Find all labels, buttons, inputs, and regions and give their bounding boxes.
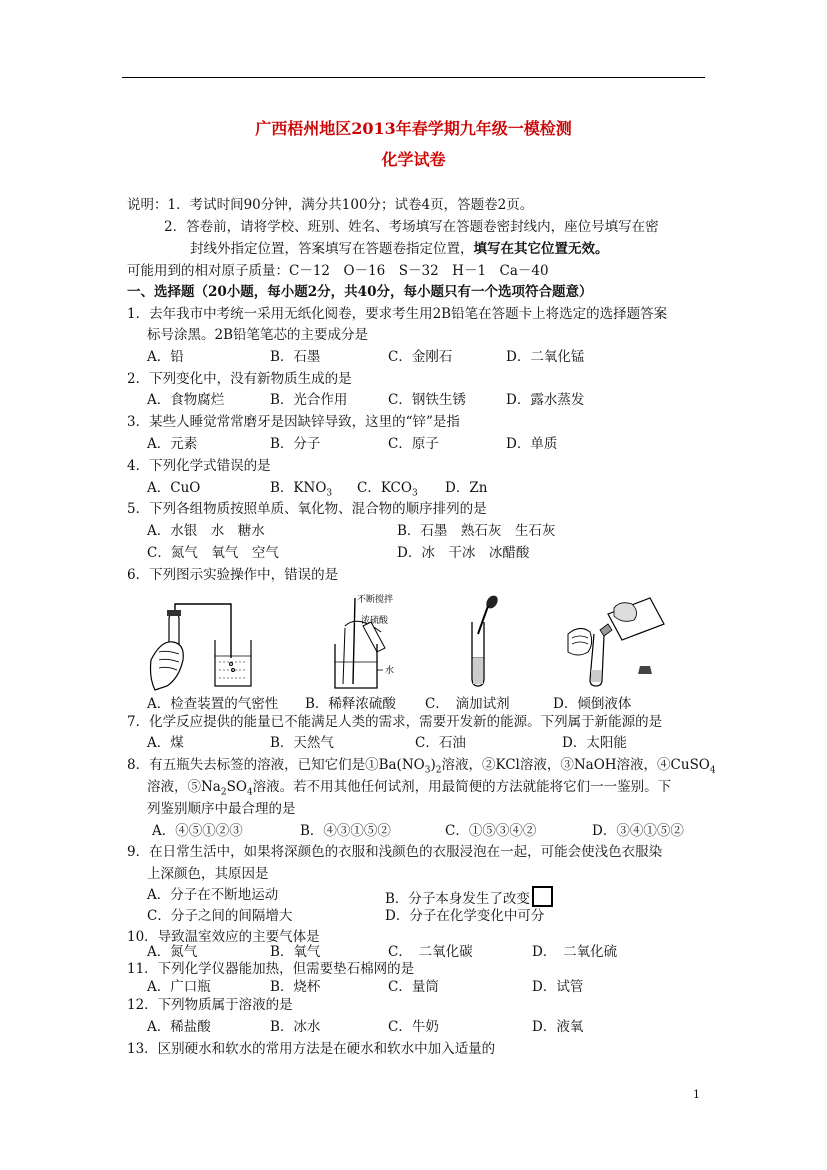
q12-option-a: A．稀盐酸 (147, 1019, 211, 1035)
q6-option-b: B．稀释浓硫酸 (305, 696, 396, 712)
q8-sub-5: 4 (246, 787, 253, 798)
q1-option-b: B．石墨 (270, 349, 321, 365)
q12-option-d: D．液氧 (532, 1019, 584, 1035)
q7-stem: 7．化学反应提供的能量已不能满足人类的需求，需要开发新的能源。下列属于新能源的是 (127, 714, 663, 730)
q4-option-c-sub: 3 (411, 488, 418, 499)
q7-option-c: C．石油 (415, 735, 466, 751)
q9-stem-2: 上深颜色，其原因是 (147, 866, 269, 882)
q8-text-2: ) (430, 757, 436, 773)
figure-dilute-sulfuric-acid (327, 592, 422, 692)
q5-option-b: B．石墨 熟石灰 生石灰 (397, 523, 556, 539)
note-2: 2．答卷前，请将学校、班别、姓名、考场填写在答题卷密封线内，座位号填写在密 (164, 219, 659, 235)
figure-airtightness-check (145, 600, 260, 692)
q3-stem: 3．某些人睡觉常常磨牙是因缺锌导致，这里的“锌”是指 (127, 414, 460, 430)
note-1: 说明：1．考试时间90分钟，满分共100分；试卷4页，答题卷2页。 (127, 197, 534, 213)
q11-option-c: C．量筒 (388, 979, 439, 995)
q8-stem-1 (127, 756, 716, 780)
q8-text-3: 溶液，②KCl溶液，③NaOH溶液，④CuSO (441, 757, 710, 773)
header-rule (122, 77, 705, 78)
note-3-text: 封线外指定位置，答案填写在答题卷指定位置， (190, 241, 474, 257)
q3-option-c: C．原子 (388, 436, 439, 452)
q3-option-d: D．单质 (506, 436, 558, 452)
exam-title: 广西梧州地区2013年春学期九年级一模检测 (255, 119, 572, 138)
q10-option-d: D． 二氧化硫 (532, 944, 618, 960)
q9-option-b (385, 886, 553, 908)
q8-sub-4: 2 (220, 787, 227, 798)
q8-option-d: D．③④①⑤② (592, 823, 684, 839)
q6-stem: 6．下列图示实验操作中，错误的是 (127, 567, 339, 583)
q11-option-a: A．广口瓶 (147, 979, 211, 995)
q10-option-b: B．氧气 (270, 944, 321, 960)
note-3 (190, 240, 609, 258)
q8-text-1: 8．有五瓶失去标签的溶液，已知它们是①Ba(NO (127, 757, 425, 773)
q6-option-c: C． 滴加试剂 (425, 696, 510, 712)
q12-option-c: C．牛奶 (388, 1019, 439, 1035)
q8-text-5: SO (226, 779, 247, 795)
q1-option-c: C．金刚石 (388, 349, 453, 365)
label-water: 水 (385, 665, 395, 675)
q3-option-b: B．分子 (270, 436, 321, 452)
q4-option-b-sub: 3 (326, 488, 333, 499)
q8-option-b: B．④③①⑤② (300, 823, 391, 839)
q8-sub-1: 3 (424, 765, 431, 776)
q8-sub-2: 2 (435, 765, 442, 776)
q11-option-b: B．烧杯 (270, 979, 321, 995)
q1-option-d: D．二氧化锰 (506, 349, 585, 365)
q4-option-b-text: B．KNO (270, 480, 327, 496)
q10-option-c: C． 二氧化碳 (388, 944, 473, 960)
q9-stem-1: 9．在日常生活中，如果将深颜色的衣服和浅颜色的衣服浸泡在一起，可能会使浅色衣服染 (127, 844, 663, 860)
q5-option-c: C．氮气 氧气 空气 (147, 545, 279, 561)
q2-option-d: D．露水蒸发 (506, 392, 585, 408)
page-number: 1 (693, 1088, 700, 1101)
q2-option-c: C．钢铁生锈 (388, 392, 466, 408)
q11-option-d: D．试管 (532, 979, 584, 995)
q4-option-a: A．CuO (147, 480, 201, 496)
atomic-masses: 可能用到的相对原子质量：C－12 O－16 S－32 H－1 Ca－40 (127, 263, 549, 279)
q8-option-c: C．①⑤③④② (445, 823, 537, 839)
q5-stem: 5．下列各组物质按照单质、氧化物、混合物的顺序排列的是 (127, 501, 487, 517)
q9-option-d: D．分子在化学变化中可分 (385, 908, 545, 924)
q8-stem-3: 列鉴别顺序中最合理的是 (147, 801, 296, 817)
q9-option-c: C．分子之间的间隔增大 (147, 908, 293, 924)
q8-sub-3: 4 (709, 765, 716, 776)
q4-option-d: D．Zn (445, 480, 488, 496)
note-3-bold: 填写在其它位置无效。 (473, 241, 609, 257)
q7-option-b: B．天然气 (270, 735, 334, 751)
section-heading: 一、选择题（20小题，每小题2分，共40分，每小题只有一个选项符合题意） (127, 284, 593, 300)
figure-pouring-liquid (560, 594, 670, 690)
q1-option-a: A．铅 (147, 349, 184, 365)
q2-stem: 2．下列变化中，没有新物质生成的是 (127, 371, 352, 387)
q7-option-d: D．太阳能 (562, 735, 627, 751)
q2-option-a: A．食物腐烂 (147, 392, 225, 408)
label-stir: 不断搅拌 (357, 594, 394, 604)
q11-stem: 11．下列化学仪器能加热，但需要垫石棉网的是 (127, 961, 415, 977)
q1-stem-1: 1．去年我市中考统一采用无纸化阅卷，要求考生用2B铅笔在答题卡上将选定的选择题答案 (127, 306, 668, 322)
q10-stem: 10．导致温室效应的主要气体是 (127, 929, 320, 945)
q8-stem-2 (147, 778, 671, 802)
q8-option-a: A．④⑤①②③ (152, 823, 243, 839)
q12-stem: 12．下列物质属于溶液的是 (127, 997, 293, 1013)
q3-option-a: A．元素 (147, 436, 198, 452)
q4-option-c-text: C．KCO (357, 480, 412, 496)
q9-option-b-text: B．分子本身发生了改变 (385, 891, 530, 907)
empty-box-mark (532, 886, 553, 907)
figure-dropper (462, 594, 502, 690)
q8-text-6: 溶液。若不用其他任何试剂，用最简便的方法就能将它们一一鉴别。下 (252, 779, 672, 795)
q9-option-a: A．分子在不断地运动 (147, 887, 279, 903)
q13-stem: 13．区别硬水和软水的常用方法是在硬水和软水中加入适量的 (127, 1041, 496, 1057)
q8-text-4: 溶液，⑤Na (147, 779, 221, 795)
q4-stem: 4．下列化学式错误的是 (127, 458, 271, 474)
q6-option-a: A．检查装置的气密性 (147, 696, 279, 712)
q2-option-b: B．光合作用 (270, 392, 348, 408)
q7-option-a: A．煤 (147, 735, 184, 751)
q1-stem-2: 标号涂黑。2B铅笔笔芯的主要成分是 (147, 327, 369, 343)
q5-option-d: D．冰 干冰 冰醋酸 (397, 545, 530, 561)
label-acid: 浓硫酸 (361, 615, 389, 625)
exam-subtitle: 化学试卷 (381, 150, 446, 169)
q12-option-b: B．冰水 (270, 1019, 321, 1035)
q6-option-d: D．倾倒液体 (553, 696, 632, 712)
q10-option-a: A．氮气 (147, 944, 198, 960)
q5-option-a: A．水银 水 糖水 (147, 523, 265, 539)
